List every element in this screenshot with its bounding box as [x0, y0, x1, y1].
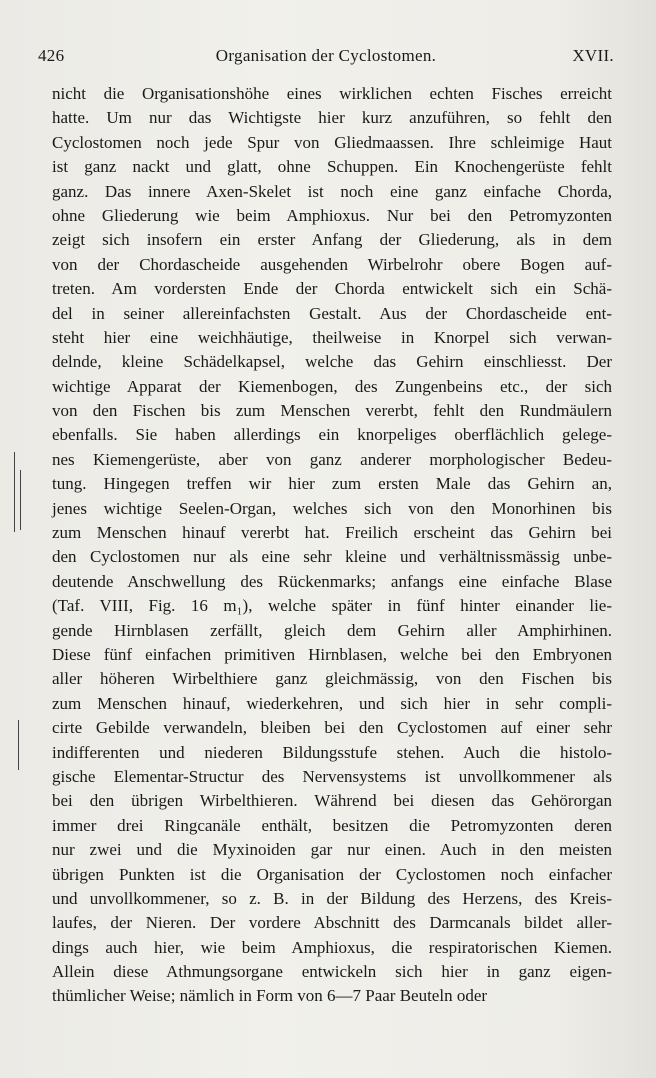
text-line: ohne Gliederung wie beim Amphioxus. Nur bei den Petromyzonten: [52, 205, 612, 225]
body-text: [52, 82, 612, 1009]
text-line: gende Hirnblasen zerfällt, gleich dem Gehirn aller Amphirhinen.: [52, 620, 612, 640]
margin-mark: [18, 720, 19, 770]
text-line: und unvollkommener, so z. B. in der Bildung des Herzens, des Kreis-: [52, 888, 612, 908]
text-line: übrigen Punkten ist die Organisation der Cyclostomen noch einfacher: [52, 864, 612, 884]
text-line: immer drei Ringcanäle enthält, besitzen die Petromyzonten deren: [52, 815, 612, 835]
text-line: ist ganz nackt und glatt, ohne Schuppen. Ein Knochengerüste fehlt: [52, 157, 612, 177]
text-line: gische Elementar-Structur des Nervensystems ist unvollkommener als: [52, 766, 612, 786]
text-line: Allein diese Athmungsorgane entwickeln sich hier in ganz eigen-: [52, 962, 612, 982]
text-line: zum Menschen hinauf, wiederkehren, und sich hier in sehr compli-: [52, 693, 612, 713]
text-line: ganz. Das innere Axen-Skelet ist noch eine ganz einfache Chorda,: [52, 181, 612, 201]
text-line: bei den übrigen Wirbelthieren. Während bei diesen das Gehörorgan: [52, 791, 612, 811]
text-line: aller höheren Wirbelthiere ganz gleichmässig, von den Fischen bis: [52, 669, 612, 689]
margin-mark: [20, 470, 21, 530]
text-line: thümlicher Weise; nämlich in Form von 6—7 Paar Beuteln oder: [52, 986, 488, 1006]
text-line: hatte. Um nur das Wichtigste hier kurz anzuführen, so fehlt den: [52, 108, 612, 128]
text-line: zum Menschen hinauf vererbt hat. Freilich erscheint das Gehirn bei: [52, 523, 612, 543]
text-line: wichtige Apparat der Kiemenbogen, des Zungenbeins etc., der sich: [52, 376, 612, 396]
running-title: Organisation der Cyclostomen.: [215, 46, 437, 65]
text-line: nes Kiemengerüste, aber von ganz anderer morphologischer Bedeu-: [52, 449, 612, 469]
text-line: dings auch hier, wie beim Amphioxus, die respiratorischen Kiemen.: [52, 937, 612, 957]
text-line: ebenfalls. Sie haben allerdings ein knorpeliges oberflächlich gelege-: [52, 425, 612, 445]
text-line: jenes wichtige Seelen-Organ, welches sich von den Monorhinen bis: [52, 498, 612, 518]
text-line: indifferenten und niederen Bildungsstufe stehen. Auch die histolo-: [52, 742, 612, 762]
text-line: laufes, der Nieren. Der vordere Abschnitt des Darmcanals bildet aller-: [52, 913, 612, 933]
text-line: nur zwei und die Myxinoiden gar nur einen. Auch in den meisten: [52, 840, 612, 860]
text-line: von der Chordascheide ausgehenden Wirbelrohr obere Bogen auf-: [52, 254, 612, 274]
text-line: steht hier eine weichhäutige, theilweise in Knorpel sich verwan-: [52, 327, 612, 347]
text-line: delnde, kleine Schädelkapsel, welche das Gehirn einschliesst. Der: [52, 352, 612, 372]
text-line: del in seiner allereinfachsten Gestalt. Aus der Chordascheide ent-: [52, 303, 612, 323]
chapter-number: XVII.: [572, 46, 614, 65]
text-line: cirte Gebilde verwandeln, bleiben bei den Cyclostomen auf einer sehr: [52, 718, 612, 738]
margin-mark: [14, 452, 15, 532]
text-line: deutende Anschwellung des Rückenmarks; anfangs eine einfache Blase: [52, 571, 612, 591]
page-number: 426: [38, 46, 65, 65]
text-line: tung. Hingegen treffen wir hier zum ersten Male das Gehirn an,: [52, 474, 612, 494]
text-line: nicht die Organisationshöhe eines wirklichen echten Fisches erreicht: [52, 84, 612, 103]
text-line: (Taf. VIII, Fig. 16 m₁), welche später in fünf hinter einander lie-: [52, 596, 612, 616]
text-line: Cyclostomen noch jede Spur von Gliedmaassen. Ihre schleimige Haut: [52, 132, 612, 152]
text-line: treten. Am vordersten Ende der Chorda entwickelt sich ein Schä-: [52, 279, 612, 299]
text-line: den Cyclostomen nur als eine sehr kleine und verhältnissmässig unbe-: [52, 547, 612, 567]
text-line: von den Fischen bis zum Menschen vererbt, fehlt den Rundmäulern: [52, 401, 612, 421]
text-line: Diese fünf einfachen primitiven Hirnblasen, welche bei den Embryonen: [52, 644, 612, 664]
text-line: zeigt sich insofern ein erster Anfang der Gliederung, als in dem: [52, 230, 612, 250]
